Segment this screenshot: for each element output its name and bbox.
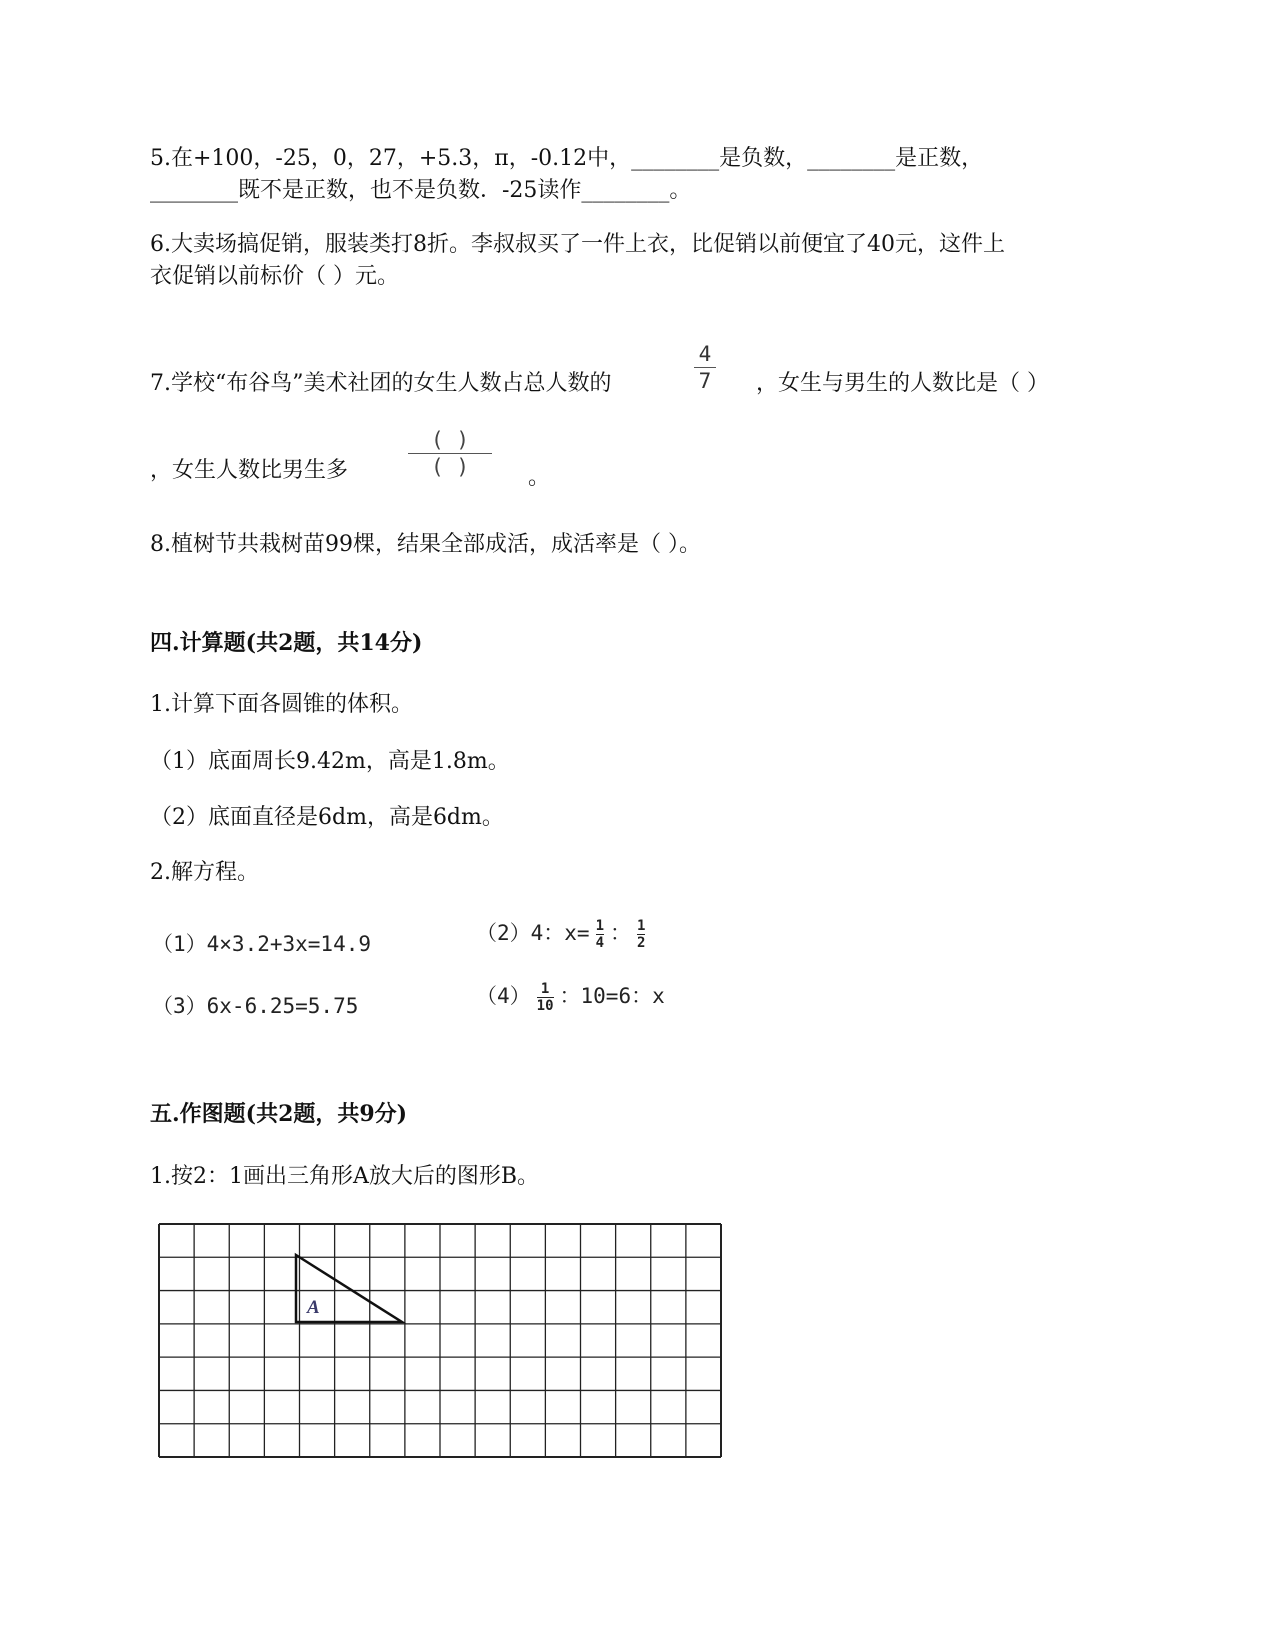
q7-fraction-denominator: 7 [698,369,712,393]
section4-title: 四.计算题(共2题，共14分) [150,630,423,656]
grid-lines [159,1224,721,1457]
fraction-numerator: 1 [637,917,646,934]
q7-fraction-numerator: 4 [698,342,712,366]
section4-q1b: （2）底面直径是6dm，高是6dm。 [150,805,504,830]
equation-1: （1）4×3.2+3x=14.9 [152,932,372,956]
fraction-denominator: 10 [536,997,554,1014]
q5-line1: 5.在+100，-25，0，27，+5.3，π，-0.12中，________是负数，________是正数， [150,146,984,171]
fraction-denominator: 4 [595,934,605,951]
section4-q1: 1.计算下面各圆锥的体积。 [150,692,413,717]
q7-part3: ，女生人数比男生多 [150,458,349,483]
q7-part2: ，女生与男生的人数比是（ ） [756,371,1049,396]
section4-q2: 2.解方程。 [150,860,259,885]
equation-4-fraction [537,981,554,1014]
q7-part4: 。 [528,465,551,490]
q6-line1: 6.大卖场搞促销，服装类打8折。李叔叔买了一件上衣，比促销以前便宜了40元，这件上 [150,232,1005,257]
q5-line2: ________既不是正数，也不是负数．-25读作________。 [150,178,692,203]
q6-line2: 衣促销以前标价（ ）元。 [150,264,399,289]
section5-title: 五.作图题(共2题，共9分) [150,1101,408,1127]
section5-q1: 1.按2：1画出三角形A放大后的图形B。 [150,1164,540,1189]
equation-2-fraction-2 [637,918,645,951]
q7-blank-numerator: ( ) [431,428,469,452]
fraction-numerator: 1 [540,980,550,997]
triangle-a-label: A [307,1297,320,1318]
equation-3: （3）6x-6.25=5.75 [152,994,359,1018]
equation-4 [476,980,665,1014]
equation-4-suffix: ：10=6：x [559,984,665,1008]
q7-blank-fraction [408,428,492,479]
drawing-grid [155,1222,725,1462]
fraction-denominator: 2 [637,934,646,951]
equation-2 [476,917,651,951]
equation-2-separator: ： [610,921,632,945]
section4-q1a: （1）底面周长9.42m，高是1.8m。 [150,749,510,774]
fraction-bar [408,453,492,454]
q7-part1: 7.学校“布谷鸟”美术社团的女生人数占总人数的 [150,371,612,396]
equation-4-prefix: （4） [476,984,531,1008]
q8-text: 8.植树节共栽树苗99棵，结果全部成活，成活率是（ ）。 [150,532,701,557]
q7-blank-denominator: ( ) [431,455,469,479]
fraction-numerator: 1 [595,917,605,934]
equation-2-fraction-1 [596,918,604,951]
equation-2-prefix: （2）4：x= [476,921,590,945]
fraction-bar [694,367,716,368]
q7-fraction [694,342,716,393]
